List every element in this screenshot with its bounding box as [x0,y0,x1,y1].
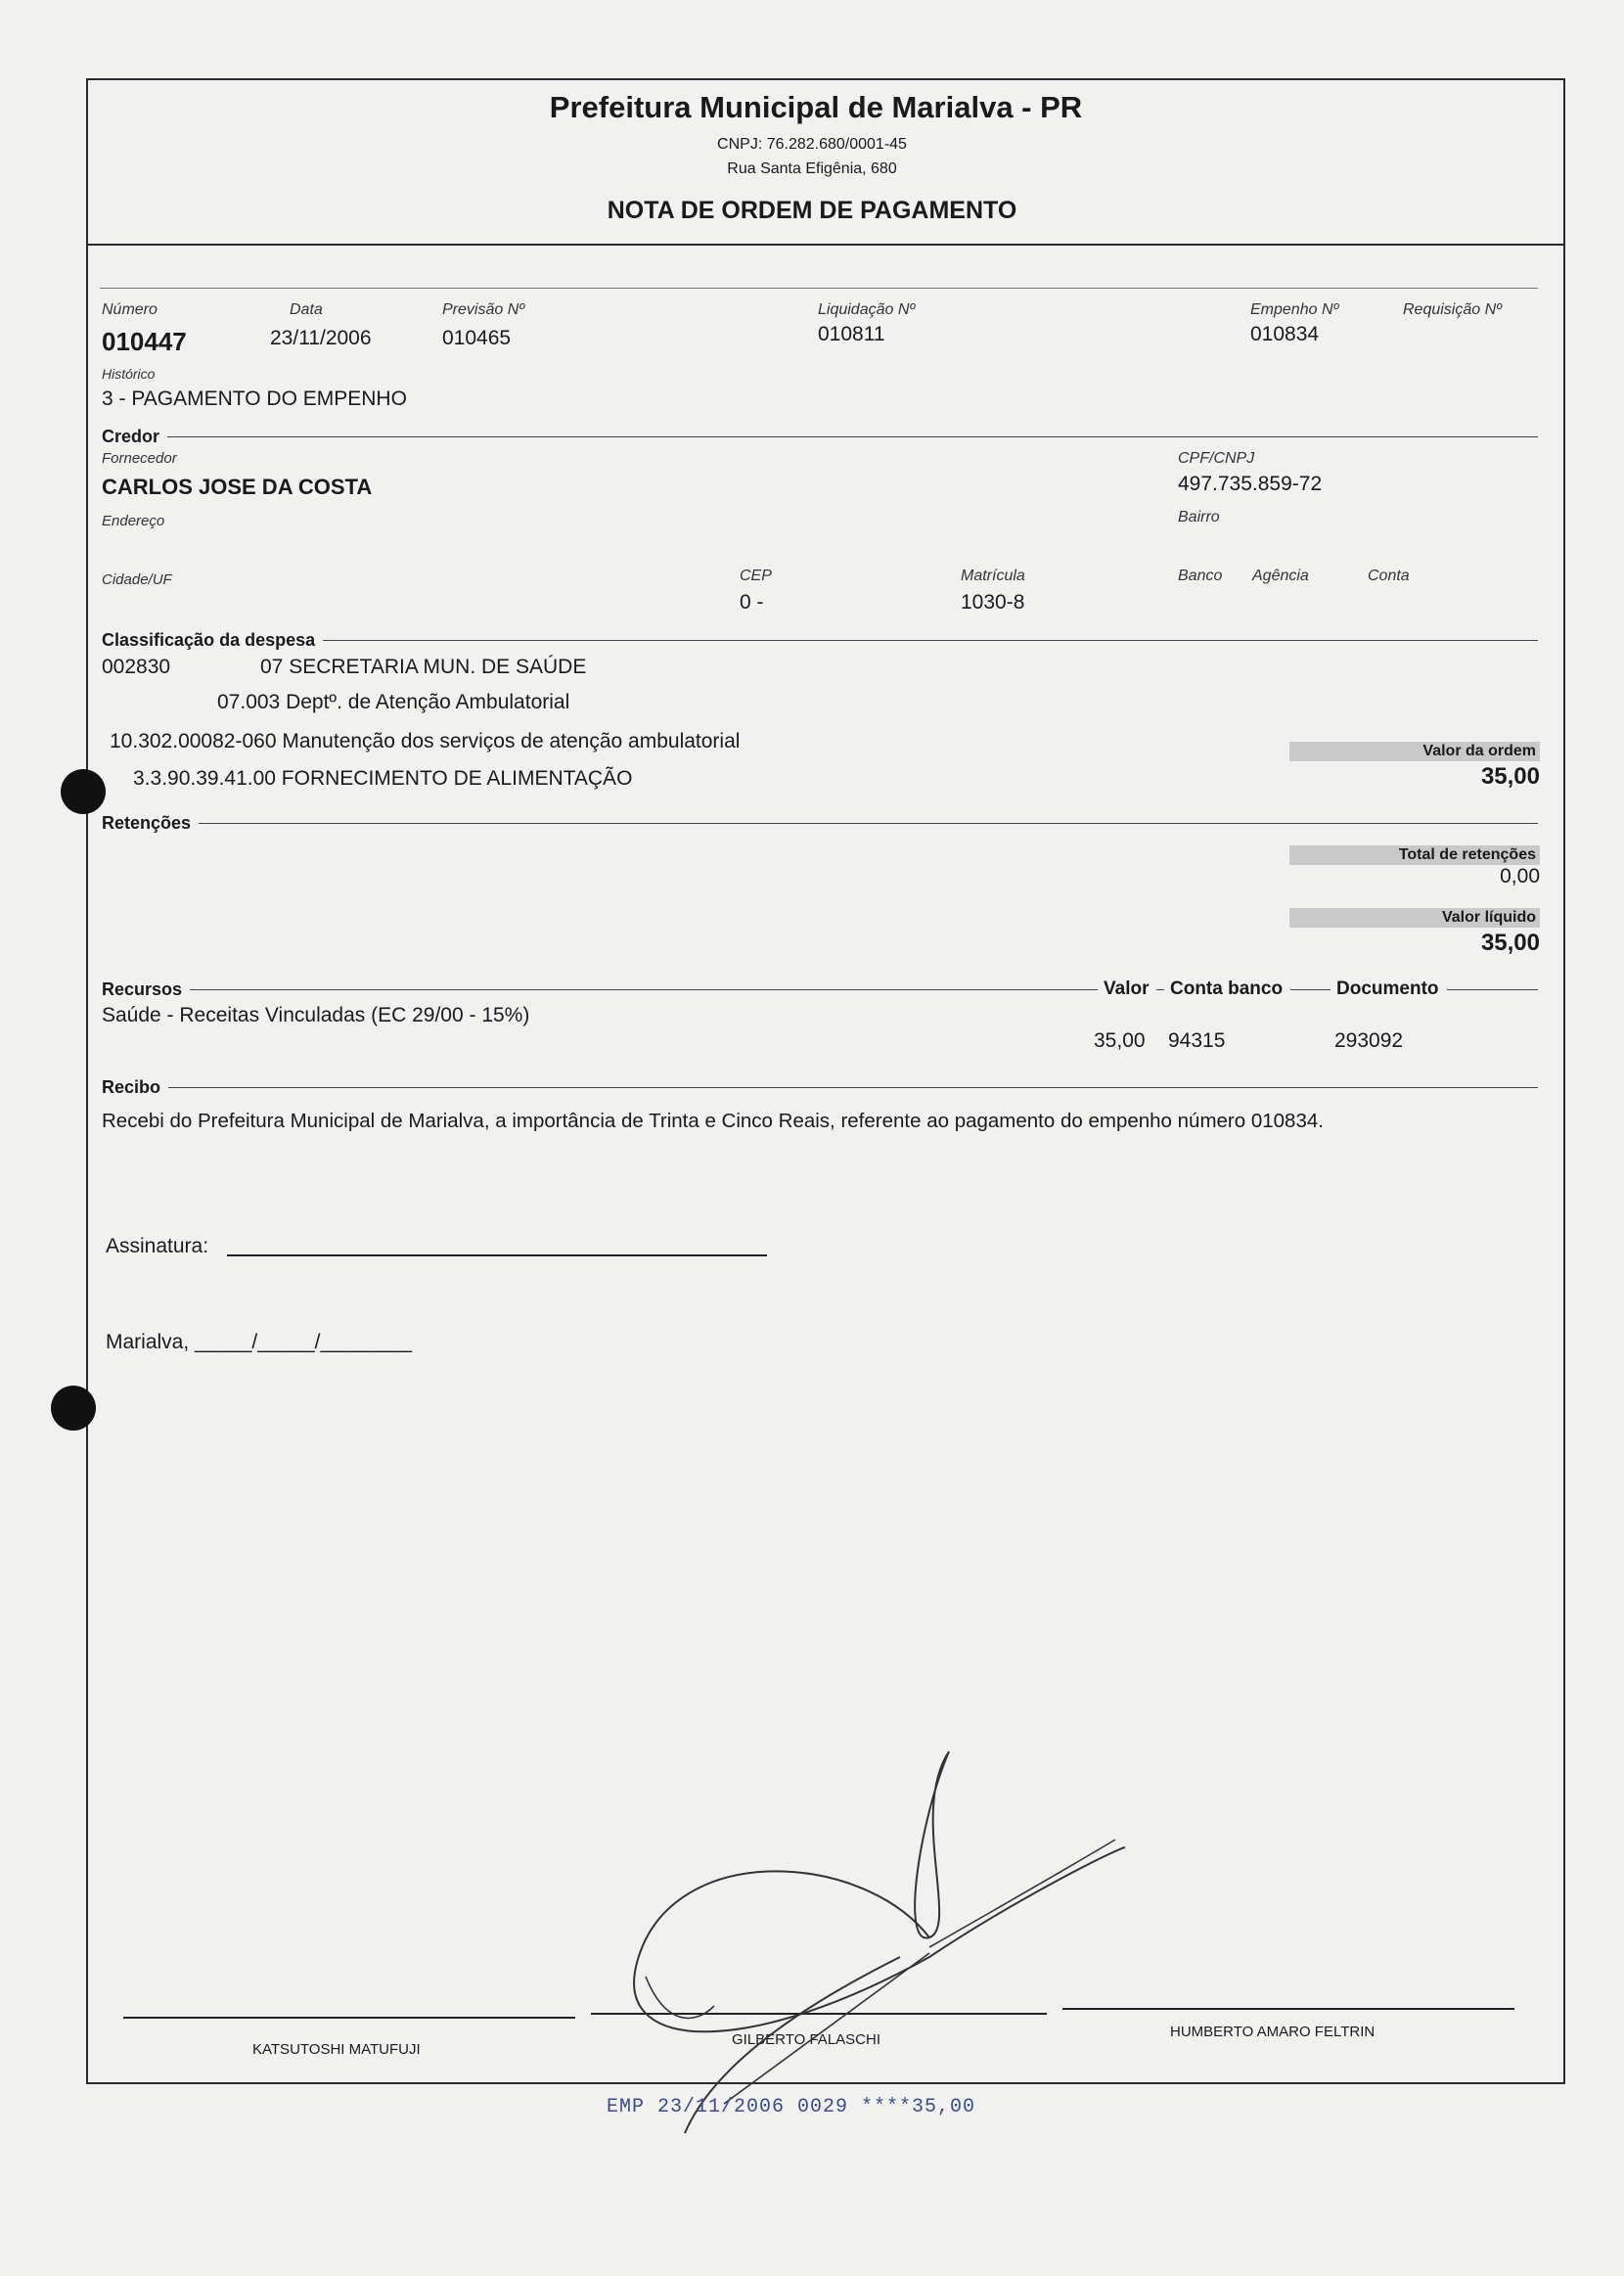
banco-label: Banco [1178,568,1223,584]
recibo-line [102,1087,1538,1088]
valor-liquido-label: Valor líquido [1441,909,1536,926]
retencoes-line [102,823,1538,824]
previsao-label: Previsão Nº [442,301,525,318]
binder-hole-bottom [51,1386,96,1431]
signatory-2: GILBERTO FALASCHI [732,2031,880,2048]
header-address: Rua Santa Efigênia, 680 [727,160,897,177]
historico-value: 3 - PAGAMENTO DO EMPENHO [102,387,407,410]
local-data: Marialva, _____/_____/________ [106,1331,412,1353]
recursos-documento-header: Documento [1331,979,1447,1000]
bairro-label: Bairro [1178,509,1220,525]
valor-ordem-label: Valor da ordem [1422,743,1536,759]
signature-line-1 [123,2017,575,2019]
document-title: NOTA DE ORDEM DE PAGAMENTO [607,197,1017,224]
cidade-label: Cidade/UF [102,571,172,588]
header-divider [86,244,1563,246]
historico-label: Histórico [102,366,156,382]
total-retencoes-value: 0,00 [1500,865,1540,888]
signatory-3: HUMBERTO AMARO FELTRIN [1170,2024,1376,2040]
matricula-value: 1030-8 [961,591,1025,614]
numero-label: Número [102,301,158,318]
endereco-label: Endereço [102,513,165,529]
classificacao-section: Classificação da despesa [102,630,323,651]
total-retencoes-bar [1289,845,1540,865]
liquidacao-value: 010811 [818,323,885,345]
elemento: 3.3.90.39.41.00 FORNECIMENTO DE ALIMENTAÇÃO [133,767,633,790]
recursos-valor-header: Valor [1098,979,1156,1000]
recibo-section: Recibo [102,1077,168,1098]
cpf-value: 497.735.859-72 [1178,473,1323,495]
bank-stamp: EMP 23/11/2006 0029 ****35,00 [607,2096,976,2118]
matricula-label: Matrícula [961,568,1025,584]
empenho-label: Empenho Nº [1250,301,1339,318]
valor-ordem-value: 35,00 [1480,763,1540,790]
assinatura-line [227,1254,767,1256]
cep-label: CEP [740,568,772,584]
page-title: Prefeitura Municipal de Marialva - PR [549,90,1083,124]
secretaria: 07 SECRETARIA MUN. DE SAÚDE [260,656,587,678]
signatory-1: KATSUTOSHI MATUFUJI [252,2041,421,2058]
retencoes-section: Retenções [102,813,199,834]
recursos-documento: 293092 [1334,1029,1404,1052]
previsao-value: 010465 [442,327,512,349]
fornecedor-label: Fornecedor [102,450,177,467]
classificacao-code: 002830 [102,656,171,678]
recursos-conta: 94315 [1168,1029,1226,1052]
cpf-label: CPF/CNPJ [1178,450,1255,467]
liquidacao-label: Liquidação Nº [818,301,916,318]
recursos-valor: 35,00 [1094,1029,1146,1052]
cep-value: 0 - [740,591,764,614]
data-label: Data [290,301,323,318]
conta-label: Conta [1368,568,1410,584]
empenho-value: 010834 [1250,323,1320,345]
agencia-label: Agência [1252,568,1309,584]
handwritten-signature [607,1732,1154,2143]
recibo-texto: Recebi do Prefeitura Municipal de Marialva, a importância de Trinta e Cinco Reais, referente ao pagamento do empenho número 010834. [102,1110,1324,1132]
numero-value: 010447 [102,327,187,356]
recursos-section: Recursos [102,979,190,1000]
data-value: 23/11/2006 [270,327,372,349]
binder-hole-top [61,769,106,814]
header-cnpj: CNPJ: 76.282.680/0001-45 [717,136,907,153]
departamento: 07.003 Deptº. de Atenção Ambulatorial [217,691,570,713]
valor-ordem-bar [1289,742,1540,761]
credor-section: Credor [102,427,167,447]
valor-liquido-value: 35,00 [1480,930,1540,956]
total-retencoes-label: Total de retenções [1398,846,1536,863]
credor-line [102,436,1538,437]
fornecedor-value: CARLOS JOSE DA COSTA [102,475,373,499]
recursos-conta-header: Conta banco [1164,979,1290,1000]
recursos-line [102,989,1538,990]
assinatura-label: Assinatura: [106,1235,209,1257]
programa: 10.302.00082-060 Manutenção dos serviços de atenção ambulatorial [110,730,741,752]
info-top-line [100,288,1538,289]
valor-liquido-bar [1289,908,1540,928]
requisicao-label: Requisição Nº [1403,301,1502,318]
recursos-descricao: Saúde - Receitas Vinculadas (EC 29/00 - 15%) [102,1004,530,1026]
